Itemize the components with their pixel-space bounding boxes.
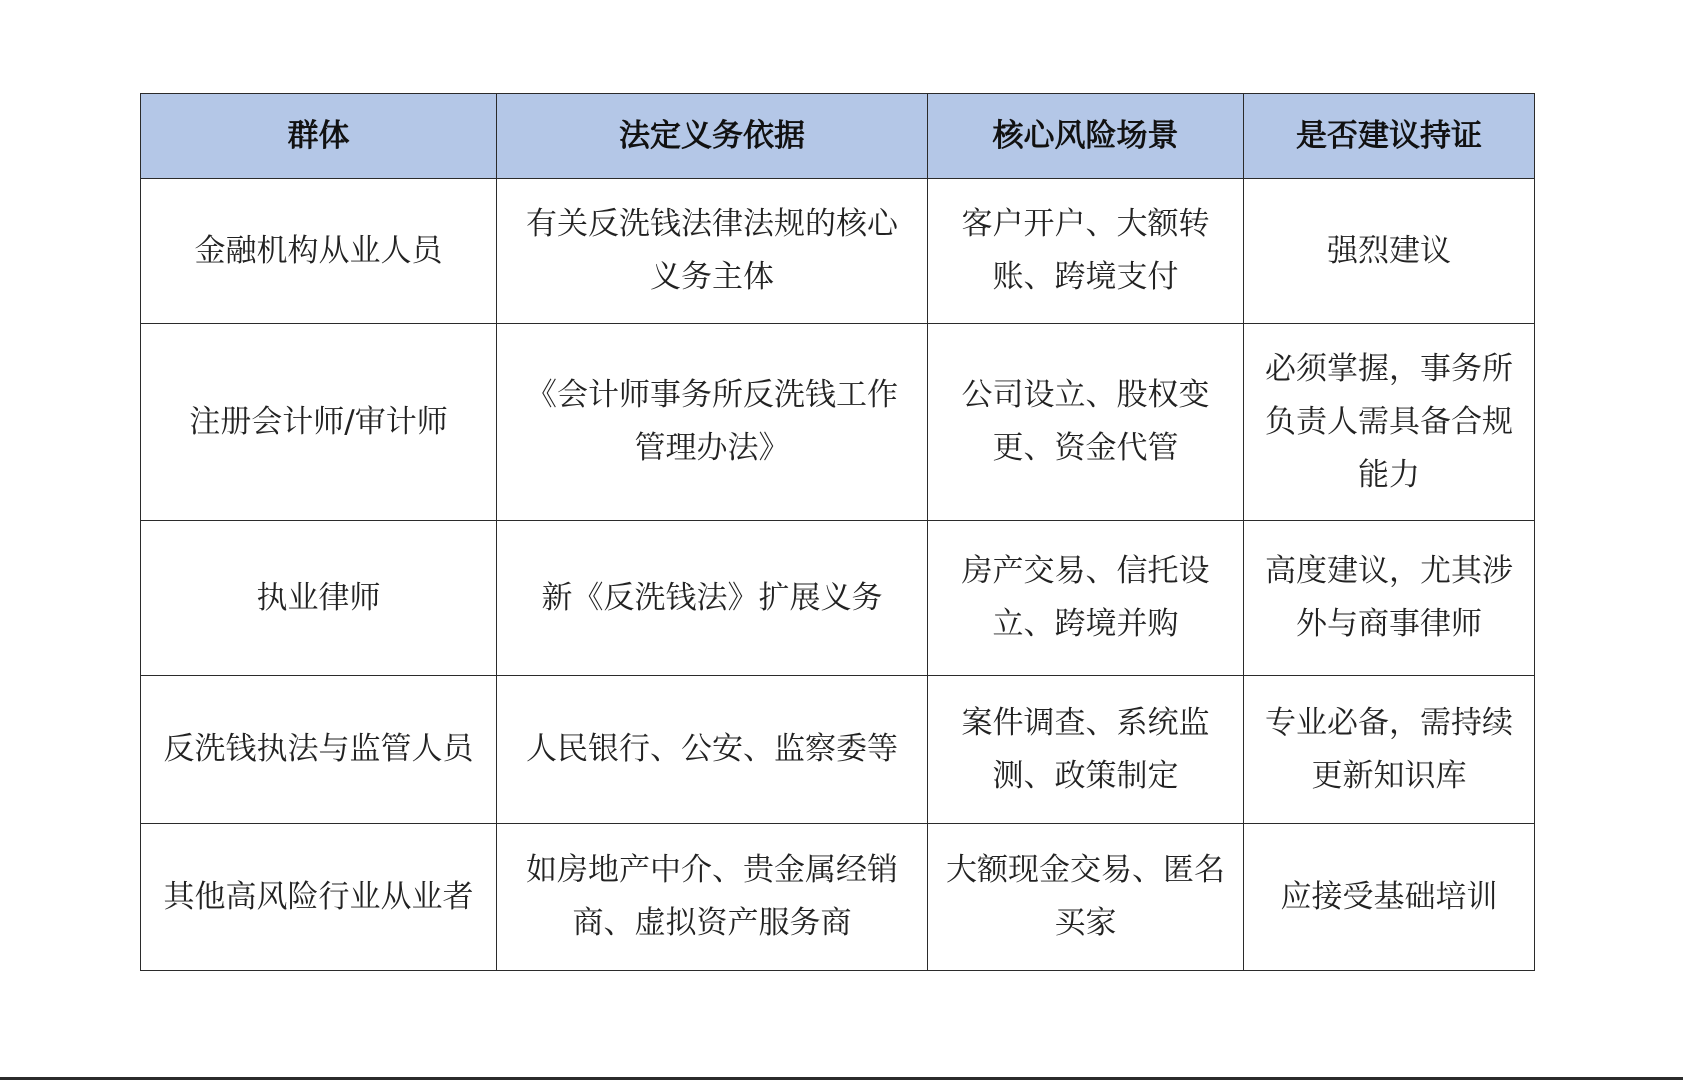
table-body bbox=[141, 179, 1535, 971]
header-certification-advice: 是否建议持证 bbox=[1244, 94, 1535, 179]
cell-legal-basis: 《会计师事务所反洗钱工作管理办法》 bbox=[497, 324, 928, 521]
cell-legal-basis: 有关反洗钱法律法规的核心义务主体 bbox=[497, 179, 928, 324]
cell-legal-basis: 新《反洗钱法》扩展义务 bbox=[497, 521, 928, 676]
header-legal-basis: 法定义务依据 bbox=[497, 94, 928, 179]
table-row bbox=[141, 324, 1535, 521]
cell-group: 注册会计师/审计师 bbox=[141, 324, 497, 521]
cell-group: 其他高风险行业从业者 bbox=[141, 824, 497, 971]
table-row bbox=[141, 179, 1535, 324]
header-group: 群体 bbox=[141, 94, 497, 179]
aml-certification-table-container bbox=[140, 93, 1534, 971]
cell-risk-scenario: 案件调查、系统监测、政策制定 bbox=[928, 676, 1244, 824]
cell-group: 反洗钱执法与监管人员 bbox=[141, 676, 497, 824]
cell-certification-advice: 高度建议，尤其涉外与商事律师 bbox=[1244, 521, 1535, 676]
cell-group: 执业律师 bbox=[141, 521, 497, 676]
cell-certification-advice: 必须掌握，事务所负责人需具备合规能力 bbox=[1244, 324, 1535, 521]
cell-risk-scenario: 客户开户、大额转账、跨境支付 bbox=[928, 179, 1244, 324]
cell-certification-advice: 强烈建议 bbox=[1244, 179, 1535, 324]
cell-certification-advice: 应接受基础培训 bbox=[1244, 824, 1535, 971]
table-header bbox=[141, 94, 1535, 179]
cell-group: 金融机构从业人员 bbox=[141, 179, 497, 324]
cell-risk-scenario: 大额现金交易、匿名买家 bbox=[928, 824, 1244, 971]
header-risk-scenario: 核心风险场景 bbox=[928, 94, 1244, 179]
table-row bbox=[141, 676, 1535, 824]
cell-risk-scenario: 公司设立、股权变更、资金代管 bbox=[928, 324, 1244, 521]
table-row bbox=[141, 521, 1535, 676]
table-row bbox=[141, 824, 1535, 971]
cell-legal-basis: 人民银行、公安、监察委等 bbox=[497, 676, 928, 824]
cell-legal-basis: 如房地产中介、贵金属经销商、虚拟资产服务商 bbox=[497, 824, 928, 971]
header-row bbox=[141, 94, 1535, 179]
cell-risk-scenario: 房产交易、信托设立、跨境并购 bbox=[928, 521, 1244, 676]
cell-certification-advice: 专业必备，需持续更新知识库 bbox=[1244, 676, 1535, 824]
aml-certification-table bbox=[140, 93, 1535, 971]
